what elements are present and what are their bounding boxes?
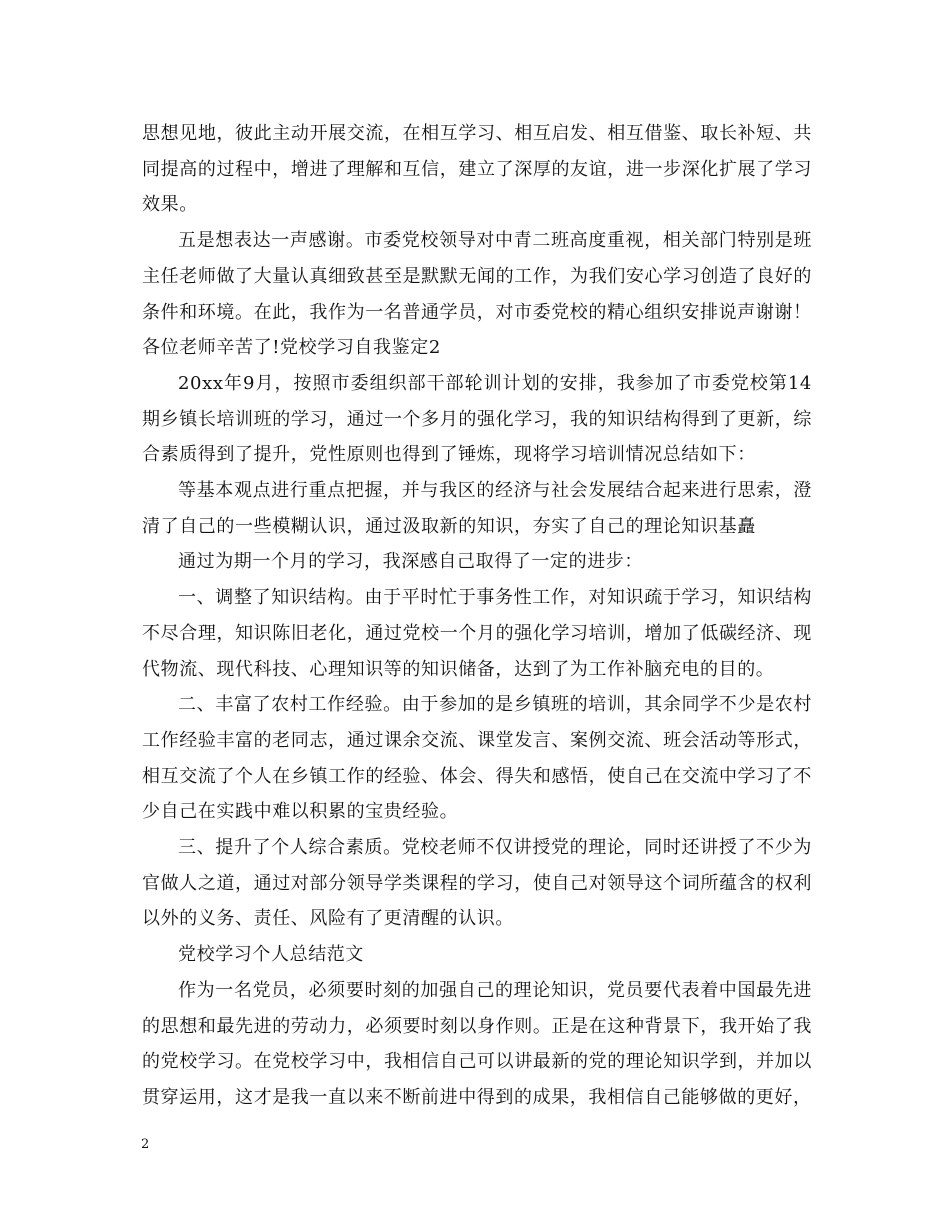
paragraph-9: 三、提升了个人综合素质。党校老师不仅讲授党的理论，同时还讲授了不少为官做人之道，通过对部分领导学类课程的学习，使自己对领导这个词所蕴含的权利以外的义务、责任、风险有了更清醒的认识。 [142,837,812,930]
paragraph-1: 思想见地，彼此主动开展交流，在相互学习、相互启发、相互借鉴、取长补短、共同提高的过程中，增进了理解和互信，建立了深厚的友谊，进一步深化扩展了学习效果。 [142,123,812,216]
paragraph-3: 各位老师辛苦了!党校学习自我鉴定2 [142,337,441,359]
paragraph-10: 作为一名党员，必须要时刻的加强自己的理论知识，党员要代表着中国最先进的思想和最先进的劳动力，必须要时刻以身作则。正是在这种背景下，我开始了我的党校学习。在党校学习中，我相信自己可以讲最新的党的理论知识学到，并加以贯穿运用，这才是我一直以来不断前进中得到的成果，我相信自己能够做的更好， [142,979,812,1108]
paragraph-7: 一、调整了知识结构。由于平时忙于事务性工作，对知识疏于学习，知识结构不尽合理，知识陈旧老化，通过党校一个月的强化学习培训，增加了低碳经济、现代物流、现代科技、心理知识等的知识储备，达到了为工作补脑充电的目的。 [142,587,812,680]
paragraph-8: 二、丰富了农村工作经验。由于参加的是乡镇班的培训，其余同学不少是农村工作经验丰富的老同志，通过课余交流、课堂发言、案例交流、班会活动等形式，相互交流了个人在乡镇工作的经验、体会、得失和感悟，使自己在交流中学习了不少自己在实践中难以积累的宝贵经验。 [142,694,812,823]
page-number: 2 [141,1137,150,1152]
paragraph-2: 五是想表达一声感谢。市委党校领导对中青二班高度重视，相关部门特别是班主任老师做了大量认真细致甚至是默默无闻的工作，为我们安心学习创造了良好的条件和环境。在此，我作为一名普通学员，对市委党校的精心组织安排说声谢谢！ [142,230,812,323]
paragraph-5: 等基本观点进行重点把握，并与我区的经济与社会发展结合起来进行思索，澄清了自己的一些模糊认识，通过汲取新的知识，夯实了自己的理论知识基矗 [142,480,812,537]
section-heading: 党校学习个人总结范文 [178,944,364,966]
paragraph-6: 通过为期一个月的学习，我深感自己取得了一定的进步： [178,551,643,573]
body-text [142,116,812,1116]
paragraph-4: 20xx年9月，按照市委组织部干部轮训计划的安排，我参加了市委党校第14期乡镇长培训班的学习，通过一个多月的强化学习，我的知识结构得到了更新，综合素质得到了提升，党性原则也得到了锤炼，现将学习培训情况总结如下： [142,372,812,466]
